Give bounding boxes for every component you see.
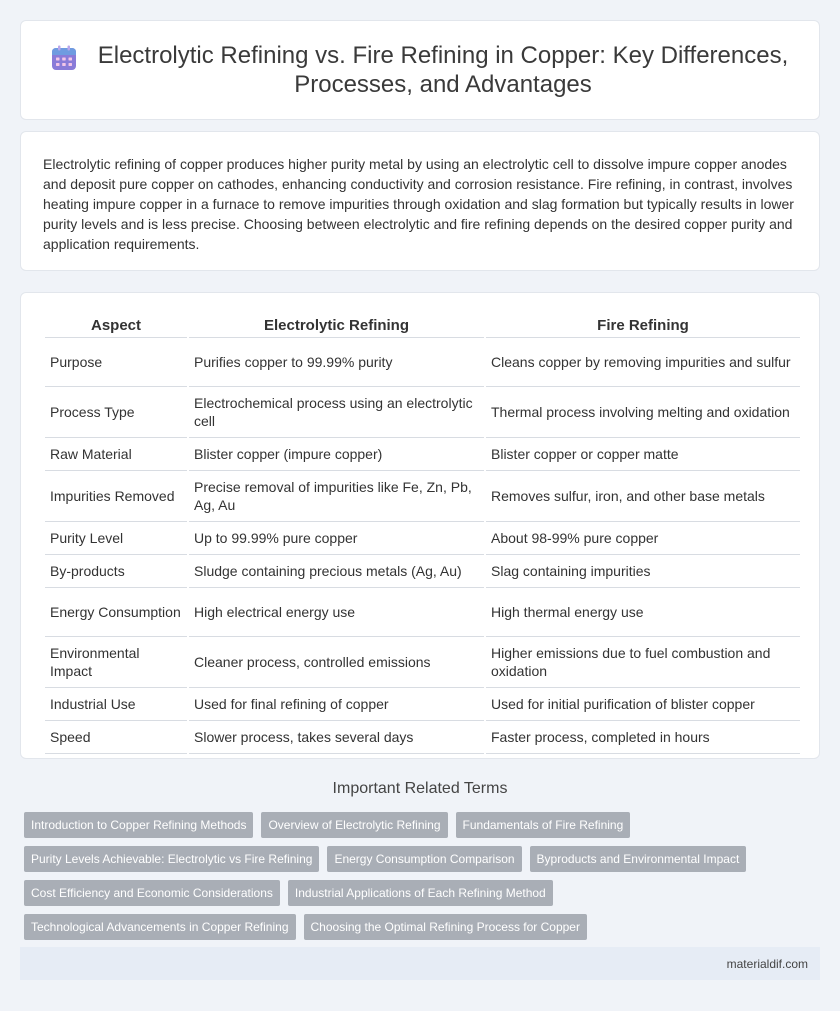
cell-fire: Faster process, completed in hours (486, 721, 800, 754)
cell-fire: About 98-99% pure copper (486, 522, 800, 555)
cell-fire: High thermal energy use (486, 588, 800, 637)
header-aspect: Aspect (45, 313, 187, 338)
tag-row (24, 914, 804, 940)
calendar-grid-icon (51, 45, 77, 71)
cell-aspect: Speed (45, 721, 187, 754)
tag-row (24, 846, 804, 872)
cell-fire: Blister copper or copper matte (486, 438, 800, 471)
cell-electrolytic: Up to 99.99% pure copper (189, 522, 484, 555)
tag-row (24, 812, 804, 838)
cell-electrolytic: Purifies copper to 99.99% purity (189, 338, 484, 387)
table-row (45, 555, 800, 588)
table-row (45, 721, 800, 754)
comparison-card (20, 292, 820, 759)
related-term-tag[interactable]: Industrial Applications of Each Refining Method (288, 880, 553, 906)
cell-aspect: Raw Material (45, 438, 187, 471)
related-term-tag[interactable]: Purity Levels Achievable: Electrolytic vs Fire Refining (24, 846, 319, 872)
related-terms-heading: Important Related Terms (332, 780, 508, 797)
comparison-table (43, 313, 802, 754)
footer-site-link[interactable]: materialdif.com (726, 956, 808, 971)
cell-aspect: By-products (45, 555, 187, 588)
table-row (45, 338, 800, 387)
cell-fire: Slag containing impurities (486, 555, 800, 588)
footer (20, 947, 820, 980)
cell-aspect: Process Type (45, 387, 187, 438)
related-term-tag[interactable]: Byproducts and Environmental Impact (530, 846, 747, 872)
related-term-tag[interactable]: Introduction to Copper Refining Methods (24, 812, 253, 838)
cell-aspect: Impurities Removed (45, 471, 187, 522)
table-row (45, 637, 800, 688)
cell-fire: Thermal process involving melting and oxidation (486, 387, 800, 438)
cell-electrolytic: High electrical energy use (189, 588, 484, 637)
title-card (20, 20, 820, 120)
cell-electrolytic: Precise removal of impurities like Fe, Zn, Pb, Ag, Au (189, 471, 484, 522)
cell-electrolytic: Cleaner process, controlled emissions (189, 637, 484, 688)
cell-electrolytic: Electrochemical process using an electrolytic cell (189, 387, 484, 438)
intro-card (20, 131, 820, 271)
cell-aspect: Purity Level (45, 522, 187, 555)
table-row (45, 522, 800, 555)
related-term-tag[interactable]: Cost Efficiency and Economic Considerations (24, 880, 280, 906)
cell-electrolytic: Used for final refining of copper (189, 688, 484, 721)
header-electrolytic: Electrolytic Refining (189, 313, 484, 338)
table-row (45, 588, 800, 637)
cell-fire: Cleans copper by removing impurities and sulfur (486, 338, 800, 387)
related-term-tag[interactable]: Overview of Electrolytic Refining (261, 812, 447, 838)
table-row (45, 438, 800, 471)
related-term-tag[interactable]: Fundamentals of Fire Refining (456, 812, 631, 838)
table-row (45, 688, 800, 721)
cell-electrolytic: Sludge containing precious metals (Ag, Au) (189, 555, 484, 588)
cell-electrolytic: Blister copper (impure copper) (189, 438, 484, 471)
related-term-tag[interactable]: Technological Advancements in Copper Refining (24, 914, 296, 940)
cell-aspect: Industrial Use (45, 688, 187, 721)
page-title: Electrolytic Refining vs. Fire Refining in Copper: Key Differences, Processes, and Advantages (97, 42, 789, 98)
intro-paragraph: Electrolytic refining of copper produces higher purity metal by using an electrolytic cell to dissolve impure copper anodes and deposit pure copper on cathodes, enhancing conductivity and corrosion resistance. Fire refining, in contrast, involves heating impure copper in a furnace to remove impurities through oxidation and slag formation but typically results in lower purity levels and is less precise. Choosing between electrolytic and fire refining depends on the desired copper purity and application requirements. (43, 156, 794, 252)
related-term-tag[interactable]: Energy Consumption Comparison (327, 846, 521, 872)
cell-aspect: Purpose (45, 338, 187, 387)
table-header-row (45, 313, 800, 338)
cell-fire: Used for initial purification of blister copper (486, 688, 800, 721)
table-row (45, 387, 800, 438)
cell-aspect: Energy Consumption (45, 588, 187, 637)
cell-fire: Removes sulfur, iron, and other base metals (486, 471, 800, 522)
header-fire: Fire Refining (486, 313, 800, 338)
cell-fire: Higher emissions due to fuel combustion and oxidation (486, 637, 800, 688)
related-terms-list (24, 812, 804, 948)
related-term-tag[interactable]: Choosing the Optimal Refining Process for Copper (304, 914, 587, 940)
tag-row (24, 880, 804, 906)
cell-aspect: Environmental Impact (45, 637, 187, 688)
cell-electrolytic: Slower process, takes several days (189, 721, 484, 754)
table-row (45, 471, 800, 522)
